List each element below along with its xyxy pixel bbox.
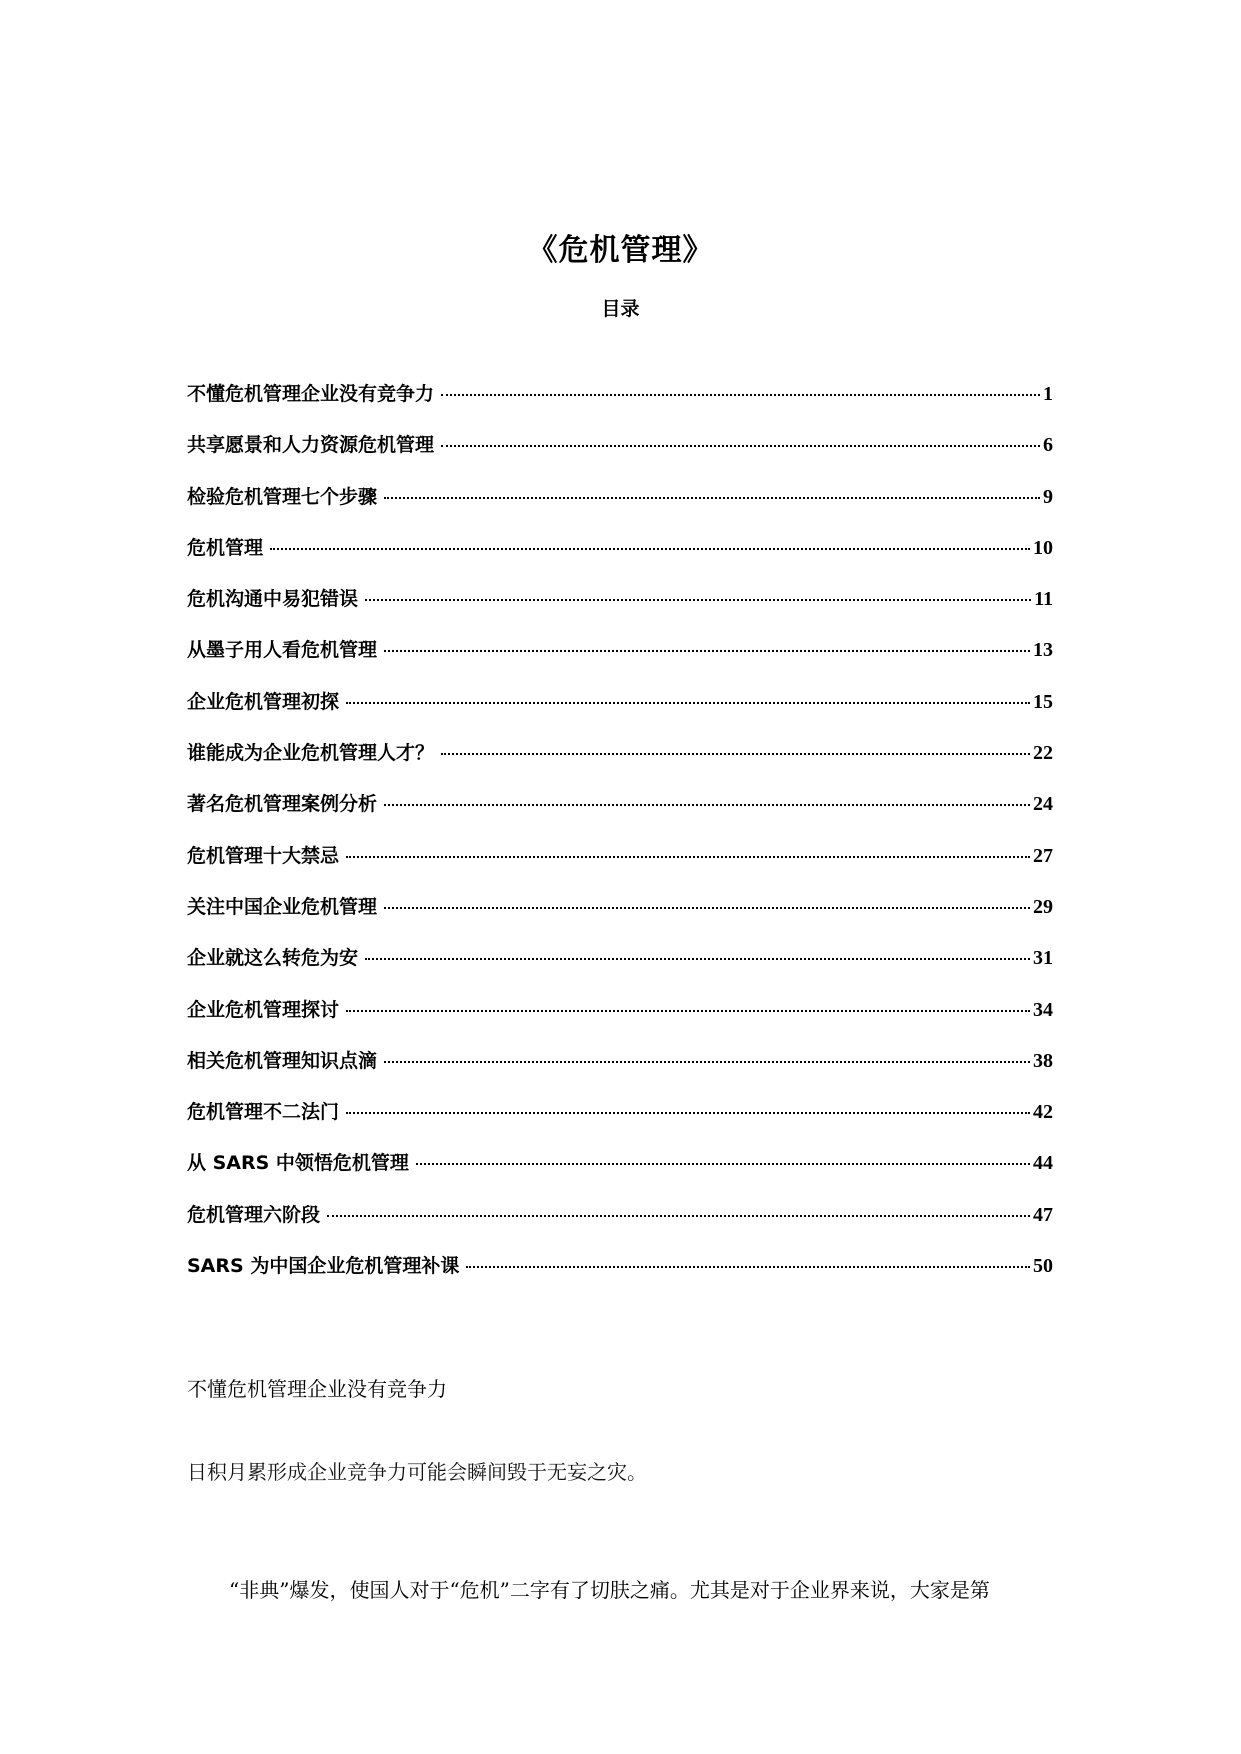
toc-entry[interactable] <box>187 1097 1053 1148</box>
toc-entry-title: 危机沟通中易犯错误 <box>187 588 359 611</box>
toc-entry-page-number: 11 <box>1034 588 1053 611</box>
toc-entry[interactable] <box>187 584 1053 635</box>
toc-dot-leader <box>327 1215 1030 1217</box>
toc-dot-leader <box>441 445 1040 447</box>
toc-dot-leader <box>384 1061 1030 1063</box>
toc-entry-page-number: 9 <box>1043 485 1053 508</box>
toc-entry-page-number: 42 <box>1033 1101 1053 1124</box>
toc-entry-page-number: 22 <box>1033 742 1053 765</box>
toc-entry-page-number: 29 <box>1033 895 1053 918</box>
toc-dot-leader <box>365 599 1031 601</box>
toc-dot-leader <box>441 753 1030 755</box>
toc-entry-title: 危机管理六阶段 <box>187 1203 321 1226</box>
toc-entry-page-number: 31 <box>1033 947 1053 970</box>
toc-entry-page-number: 47 <box>1033 1203 1053 1226</box>
toc-entry[interactable] <box>187 892 1053 943</box>
toc-entry-title: SARS 为中国企业危机管理补课 <box>187 1255 460 1278</box>
lead-paragraph: 日积月累形成企业竞争力可能会瞬间毁于无妄之灾。 <box>187 1460 647 1484</box>
toc-entry-page-number: 44 <box>1033 1152 1053 1175</box>
toc-entry-title: 著名危机管理案例分析 <box>187 793 378 816</box>
toc-entry-page-number: 50 <box>1033 1255 1053 1278</box>
toc-entry-title: 企业危机管理探讨 <box>187 998 340 1021</box>
body-paragraph: “非典”爆发，使国人对于“危机”二字有了切肤之痛。尤其是对于企业界来说，大家是第 <box>229 1578 990 1602</box>
toc-entry[interactable] <box>187 738 1053 789</box>
toc-entry-page-number: 15 <box>1033 690 1053 713</box>
toc-entry-title: 谁能成为企业危机管理人才？ <box>187 742 435 765</box>
toc-entry-page-number: 13 <box>1033 639 1053 662</box>
toc-dot-leader <box>384 650 1030 652</box>
document-title: 《危机管理》 <box>527 233 714 268</box>
toc-dot-leader <box>466 1266 1030 1268</box>
toc-entry[interactable] <box>187 635 1053 686</box>
toc-entry-title: 检验危机管理七个步骤 <box>187 485 378 508</box>
toc-entry[interactable] <box>187 1200 1053 1251</box>
section-heading: 不懂危机管理企业没有竞争力 <box>187 1377 447 1401</box>
toc-entry-title: 危机管理十大禁忌 <box>187 844 340 867</box>
toc-dot-leader <box>365 958 1030 960</box>
toc-entry-title: 相关危机管理知识点滴 <box>187 1049 378 1072</box>
toc-entry[interactable] <box>187 430 1053 481</box>
toc-entry[interactable] <box>187 1046 1053 1097</box>
toc-entry-title: 企业就这么转危为安 <box>187 947 359 970</box>
toc-dot-leader <box>384 497 1040 499</box>
toc-entry-page-number: 1 <box>1043 383 1053 405</box>
toc-entry-title: 企业危机管理初探 <box>187 690 340 713</box>
toc-dot-leader <box>346 856 1030 858</box>
toc-entry-title: 危机管理 <box>187 536 264 559</box>
toc-entry[interactable] <box>187 1251 1053 1302</box>
table-of-contents <box>187 379 1053 1302</box>
toc-entry[interactable] <box>187 687 1053 738</box>
toc-entry-page-number: 34 <box>1033 998 1053 1021</box>
toc-dot-leader <box>346 1112 1030 1114</box>
toc-entry[interactable] <box>187 943 1053 994</box>
toc-dot-leader <box>384 804 1030 806</box>
toc-dot-leader <box>441 394 1040 396</box>
toc-entry[interactable] <box>187 379 1053 430</box>
toc-heading: 目录 <box>601 298 640 320</box>
toc-entry-title: 从 SARS 中领悟危机管理 <box>187 1152 409 1175</box>
toc-entry[interactable] <box>187 789 1053 840</box>
toc-entry-title: 关注中国企业危机管理 <box>187 895 378 918</box>
toc-entry-page-number: 38 <box>1033 1049 1053 1072</box>
toc-entry-page-number: 6 <box>1043 434 1053 457</box>
toc-entry[interactable] <box>187 1148 1053 1199</box>
toc-entry[interactable] <box>187 841 1053 892</box>
toc-entry-page-number: 10 <box>1033 536 1053 559</box>
toc-entry-title: 共享愿景和人力资源危机管理 <box>187 434 435 457</box>
toc-dot-leader <box>346 1010 1030 1012</box>
toc-dot-leader <box>384 907 1030 909</box>
toc-entry-title: 不懂危机管理企业没有竞争力 <box>187 383 435 405</box>
toc-dot-leader <box>416 1163 1030 1165</box>
toc-dot-leader <box>270 548 1030 550</box>
toc-entry-title: 危机管理不二法门 <box>187 1101 340 1124</box>
toc-entry[interactable] <box>187 533 1053 584</box>
toc-entry-page-number: 27 <box>1033 844 1053 867</box>
toc-entry[interactable] <box>187 995 1053 1046</box>
toc-entry-page-number: 24 <box>1033 793 1053 816</box>
toc-dot-leader <box>346 702 1030 704</box>
toc-entry[interactable] <box>187 482 1053 533</box>
toc-entry-title: 从墨子用人看危机管理 <box>187 639 378 662</box>
